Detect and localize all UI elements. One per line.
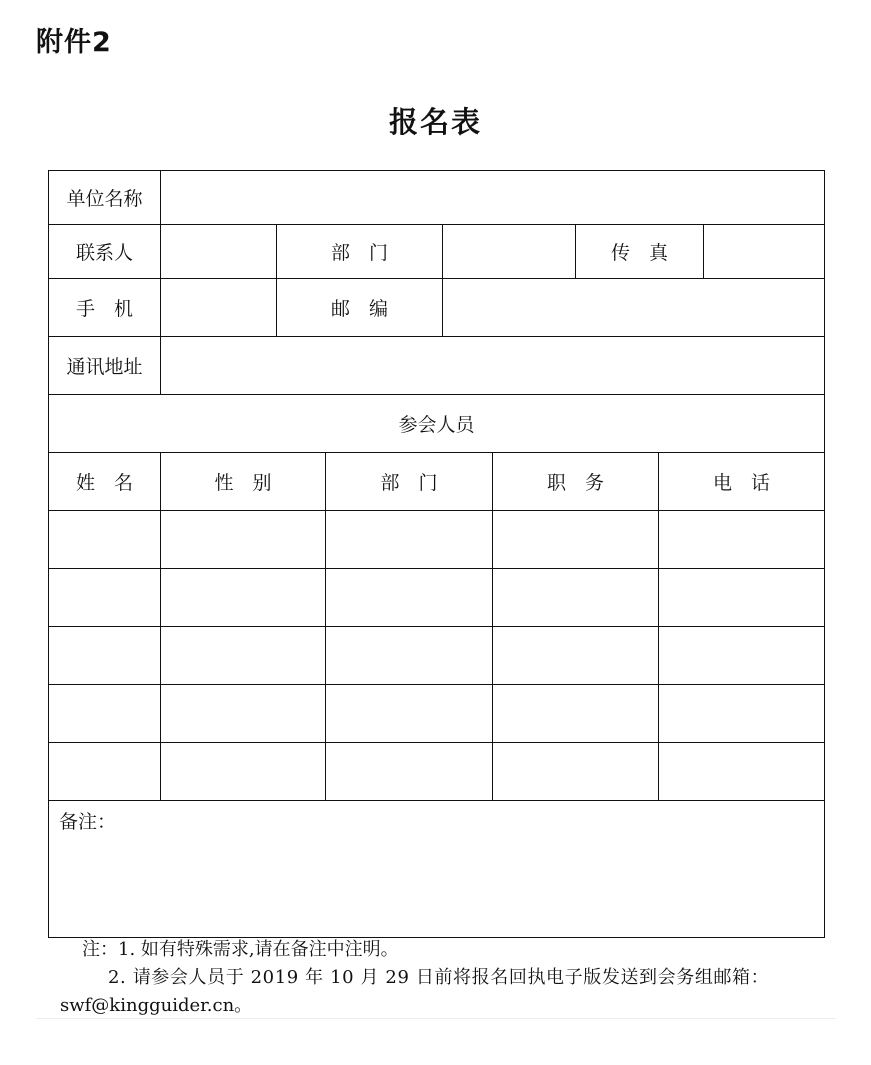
attendee-phone-cell[interactable] [659,685,825,743]
attendee-position-cell[interactable] [493,569,659,627]
attendee-phone-cell[interactable] [659,627,825,685]
footnotes [60,936,820,1020]
mobile-label: 手 机 [49,279,161,337]
attendee-gender-cell[interactable] [161,569,326,627]
postcode-field[interactable] [443,279,825,337]
unit-name-field[interactable] [161,171,825,225]
form-title: 报名表 [388,105,482,139]
attendee-position-cell[interactable] [493,685,659,743]
address-field[interactable] [161,337,825,395]
attendee-department-cell[interactable] [326,627,493,685]
address-label: 通讯地址 [49,337,161,395]
attendee-name-cell[interactable] [49,569,161,627]
note-email-line: swf@kingguider.cn。 [60,995,253,1016]
attachment-label: 附件2 [36,27,112,58]
postcode-label: 邮 编 [277,279,443,337]
attendee-department-cell[interactable] [326,511,493,569]
attendee-gender-cell[interactable] [161,685,326,743]
attendee-row [49,685,825,743]
attendee-name-cell[interactable] [49,685,161,743]
column-gender: 性 别 [161,453,326,511]
registration-form-table [48,170,825,938]
department-label: 部 门 [277,225,443,279]
column-position: 职 务 [493,453,659,511]
remarks-label: 备注： [59,811,117,833]
contact-label: 联系人 [49,225,161,279]
attendee-name-cell[interactable] [49,511,161,569]
remarks-field[interactable] [49,801,825,938]
attendee-phone-cell[interactable] [659,743,825,801]
fax-field[interactable] [704,225,825,279]
attendee-position-cell[interactable] [493,511,659,569]
contact-row [49,225,825,279]
unit-name-label: 单位名称 [49,171,161,225]
mobile-field[interactable] [161,279,277,337]
attendee-department-cell[interactable] [326,569,493,627]
column-department: 部 门 [326,453,493,511]
address-row [49,337,825,395]
fax-label: 传 真 [576,225,704,279]
unit-name-row [49,171,825,225]
attendees-header-row [49,395,825,453]
mobile-row [49,279,825,337]
attendee-position-cell[interactable] [493,743,659,801]
attendees-heading: 参会人员 [49,395,825,453]
column-phone: 电 话 [659,453,825,511]
attendee-name-cell[interactable] [49,743,161,801]
remarks-row [49,801,825,938]
page-bottom-divider [36,1018,836,1019]
note-line-1: 注：1. 如有特殊需求,请在备注中注明。 [82,939,399,960]
attendee-gender-cell[interactable] [161,743,326,801]
attendee-phone-cell[interactable] [659,569,825,627]
attendee-department-cell[interactable] [326,743,493,801]
column-name: 姓 名 [49,453,161,511]
attendee-phone-cell[interactable] [659,511,825,569]
note-line-2: 2. 请参会人员于 2019 年 10 月 29 日前将报名回执电子版发送到会务组邮箱： [108,967,770,988]
attendee-row [49,569,825,627]
attendee-row [49,511,825,569]
attendee-department-cell[interactable] [326,685,493,743]
contact-field[interactable] [161,225,277,279]
attendee-row [49,627,825,685]
attendee-name-cell[interactable] [49,627,161,685]
attendee-gender-cell[interactable] [161,627,326,685]
attendee-row [49,743,825,801]
attendees-columns-row [49,453,825,511]
attendee-gender-cell[interactable] [161,511,326,569]
attendee-position-cell[interactable] [493,627,659,685]
department-field[interactable] [443,225,576,279]
